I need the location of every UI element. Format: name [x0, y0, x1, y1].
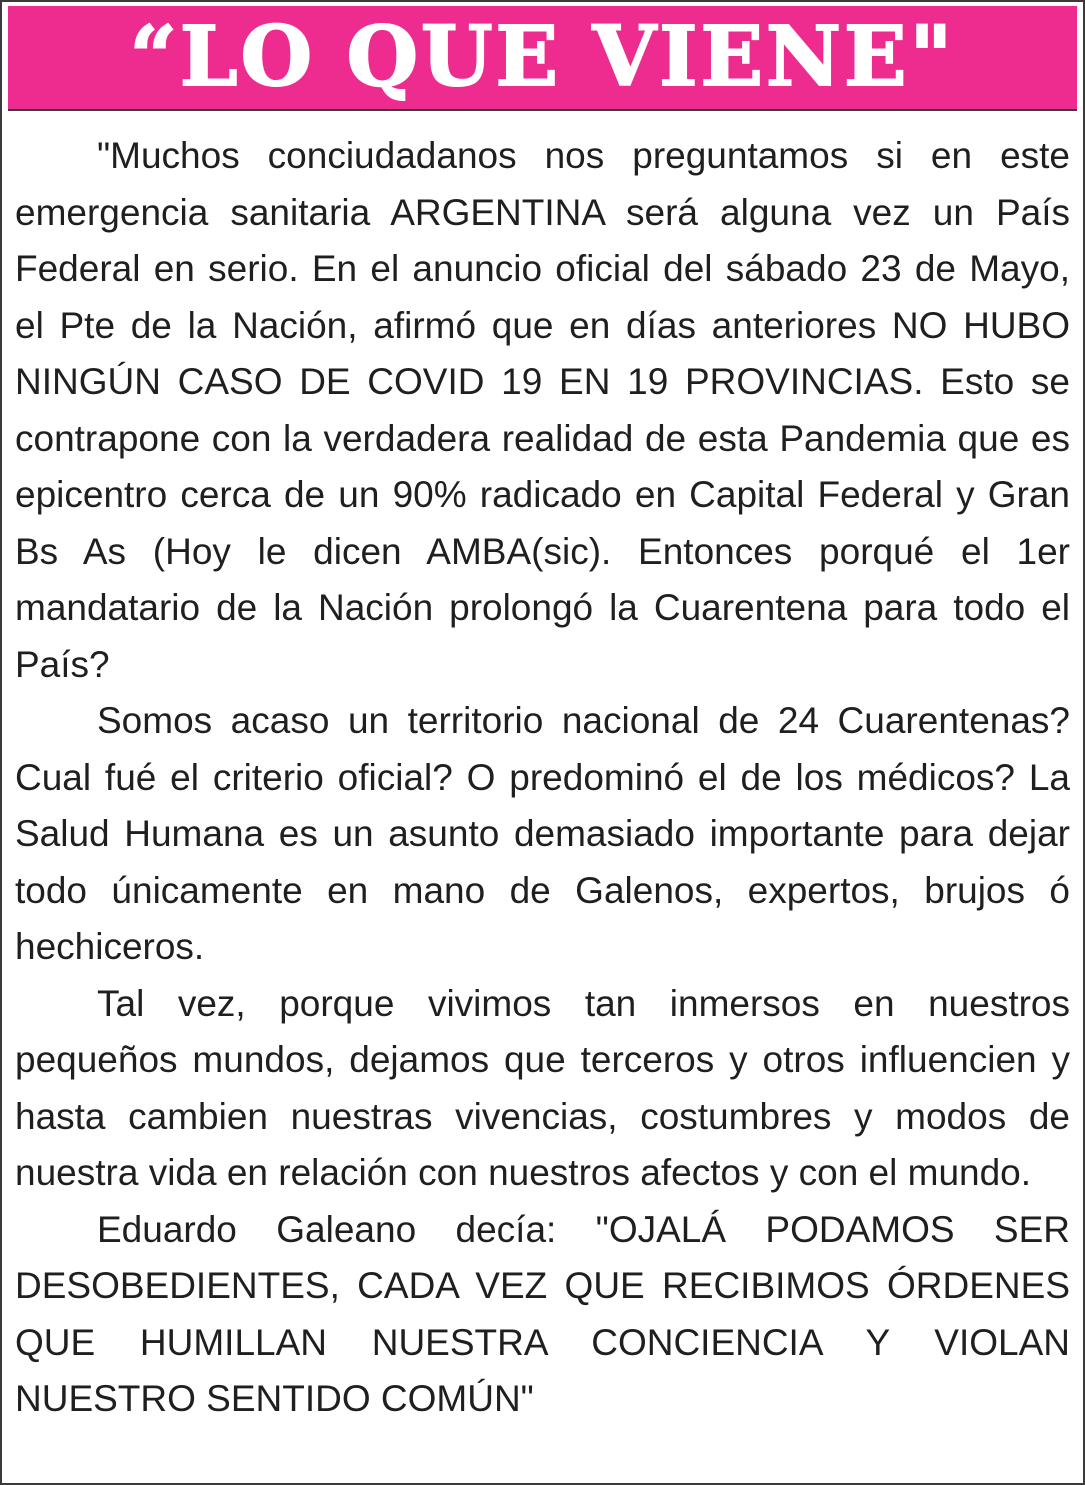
- article-paragraph-4: Eduardo Galeano decía: "OJALÁ PODAMOS SER DESOBEDIENTES, CADA VEZ QUE RECIBIMOS ÓRDENES QUE HUMILLAN NUESTRA CONCIENCIA Y VIOLAN NUESTRO SENTIDO COMÚN": [15, 1208, 1070, 1419]
- page-title: “LO QUE VIENE": [129, 9, 956, 105]
- article-paragraph-3: Tal vez, porque vivimos tan inmersos en nuestros pequeños mundos, dejamos que terceros y otros influencien y hasta cambien nuestras vivencias, costumbres y modos de nuestra vida en relación con nuestros afectos y con el mundo.: [15, 982, 1070, 1193]
- article-paragraph-1: "Muchos conciudadanos nos preguntamos si en este emergencia sanitaria ARGENTINA será alguna vez un País Federal en serio. En el anuncio oficial del sábado 23 de Mayo, el Pte de la Nación, afirmó que en días anteriores NO HUBO NINGÚN CASO DE COVID 19 EN 19 PROVINCIAS. Esto se contrapone con la verdadera realidad de esta Pandemia que es epicentro cerca de un 90% radicado en Capital Federal y Gran Bs As (Hoy le dicen AMBA(sic). Entonces porqué el 1er mandatario de la Nación prolongó la Cuarentena para todo el País?: [15, 135, 1070, 685]
- article-body: [8, 109, 1077, 1477]
- article-text: [15, 128, 1070, 1428]
- title-banner: [8, 6, 1077, 109]
- article-paragraph-2: Somos acaso un territorio nacional de 24 Cuarentenas? Cual fué el criterio oficial? O predominó el de los médicos? La Salud Humana es un asunto demasiado importante para dejar todo únicamente en mano de Galenos, expertos, brujos ó hechiceros.: [15, 700, 1070, 967]
